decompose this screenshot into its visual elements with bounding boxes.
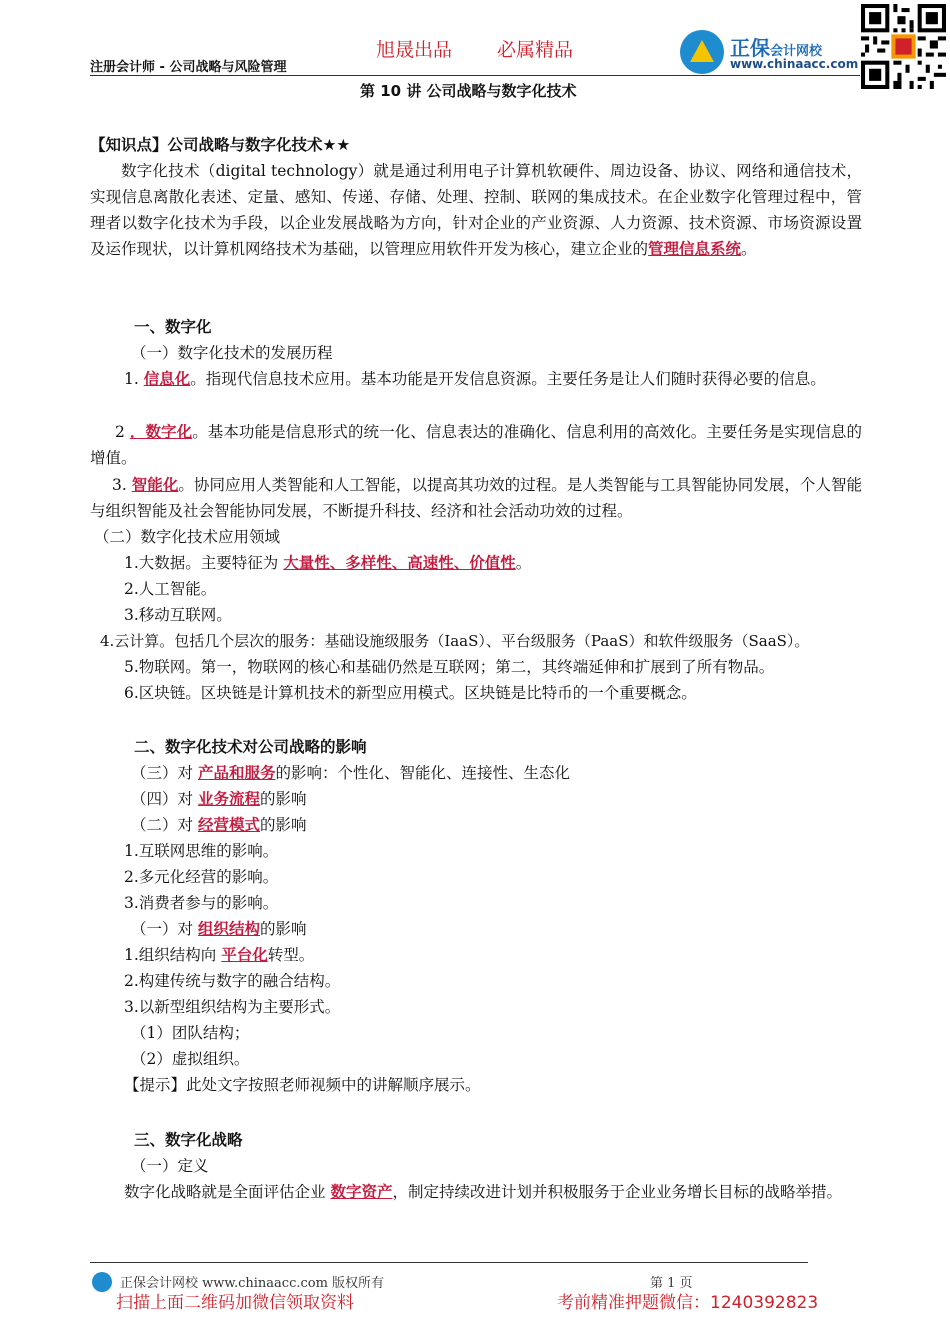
footer-promo-left: 扫描上面二维码加微信领取资料 xyxy=(116,1293,354,1313)
footer-divider xyxy=(90,1262,808,1263)
intro-paragraph: 数字化技术（digital technology）就是通过利用电子计算机软硬件、周边设备、协议、网络和通信技术，实现信息离散化表述、定量、感知、传递、存储、处理、控制、联网的集成技术。在企业数字化管理过程中，管理者以数字化技术为手段，以企业发展战略为方向，针对企业的产业资源、人力资源、技术资源、市场资源设置及运作现状，以计算机网络技术为基础，以管理应用软件开发为核心，建立企业的管理信息系统。 xyxy=(90,162,862,258)
s2-model-3: 3.消费者参与的影响。 xyxy=(124,894,279,912)
s3-subheading-1: （一）定义 xyxy=(131,1157,209,1175)
section-3-title: 三、数字化战略 xyxy=(134,1131,243,1149)
s2-structure-2: 2.构建传统与数字的融合结构。 xyxy=(124,972,341,990)
footer-logo-icon xyxy=(92,1272,112,1292)
s2-model-1: 1.互联网思维的影响。 xyxy=(124,842,279,860)
s1-subheading-2: （二）数字化技术应用领域 xyxy=(94,528,281,546)
s1-item-1: 1. 信息化。指现代信息技术应用。基本功能是开发信息资源。主要任务是让人们随时获得必要的信息。 xyxy=(124,369,826,388)
s2-structure-3: 3.以新型组织结构为主要形式。 xyxy=(124,998,341,1016)
chinaacc-logo[interactable] xyxy=(680,30,858,74)
s1-subheading-1: （一）数字化技术的发展历程 xyxy=(131,344,333,362)
keyword-mis: 管理信息系统 xyxy=(648,239,742,258)
s3-definition: 数字化战略就是全面评估企业 数字资产，制定持续改进计划并积极服务于企业业务增长目标的战略举措。 xyxy=(124,1182,842,1201)
header-divider xyxy=(90,75,860,76)
s1-area-6: 6.区块链。区块链是计算机技术的新型应用模式。区块链是比特币的一个重要概念。 xyxy=(124,684,697,702)
slogan-right: 必属精品 xyxy=(497,39,574,61)
s2-tip: 【提示】此处文字按照老师视频中的讲解顺序展示。 xyxy=(124,1076,481,1094)
course-name: 注册会计师 - 公司战略与风险管理 xyxy=(90,60,287,75)
s2-point-structure: （一）对 组织结构的影响 xyxy=(131,919,307,938)
s1-area-4: 4.云计算。包括几个层次的服务：基础设施级服务（IaaS）、平台级服务（PaaS）和软件级服务（SaaS）。 xyxy=(100,632,810,650)
footer-page-number: 第 1 页 xyxy=(650,1276,693,1291)
slogan-left: 旭晟出品 xyxy=(376,39,453,61)
s2-model-2: 2.多元化经营的影响。 xyxy=(124,868,279,886)
qr-code-icon xyxy=(861,4,946,89)
logo-brand-sub: 会计网校 xyxy=(770,44,823,59)
logo-emblem-icon xyxy=(680,30,724,74)
lecture-title: 第 10 讲 公司战略与数字化技术 xyxy=(360,82,577,100)
s2-structure-1: 1.组织结构向 平台化转型。 xyxy=(124,945,315,964)
s2-point-model: （二）对 经营模式的影响 xyxy=(131,815,307,834)
s1-area-3: 3.移动互联网。 xyxy=(124,606,232,624)
s1-area-1: 1.大数据。主要特征为 大量性、多样性、高速性、价值性。 xyxy=(124,553,532,572)
logo-url: www.chinaacc.com xyxy=(730,57,859,71)
section-1-title: 一、数字化 xyxy=(134,318,212,336)
s1-item-2: 2 ．数字化。基本功能是信息形式的统一化、信息表达的准确化、信息利用的高效化。主要任务是实现信息的增值。 xyxy=(90,422,862,467)
s1-item-3: 3. 智能化。协同应用人类智能和人工智能，以提高其功效的过程。是人类智能与工具智能协同发展，个人智能与组织智能及社会智能协同发展，不断提升科技、经济和社会活动功效的过程。 xyxy=(90,475,862,520)
s1-area-2: 2.人工智能。 xyxy=(124,580,217,598)
s2-structure-3b: （2）虚拟组织。 xyxy=(131,1050,250,1068)
s1-area-5: 5.物联网。第一，物联网的核心和基础仍然是互联网；第二，其终端延伸和扩展到了所有物品。 xyxy=(124,658,775,676)
section-2-title: 二、数字化技术对公司战略的影响 xyxy=(134,738,367,756)
s2-structure-3a: （1）团队结构； xyxy=(131,1024,250,1042)
logo-brand: 正保 xyxy=(730,36,770,60)
s2-point-products: （三）对 产品和服务的影响：个性化、智能化、连接性、生态化 xyxy=(131,763,570,782)
footer-promo-right: 考前精准押题微信：1240392823 xyxy=(557,1293,819,1313)
knowledge-point-title: 【知识点】公司战略与数字化技术★★ xyxy=(90,136,351,154)
footer-copyright: 正保会计网校 www.chinaacc.com 版权所有 xyxy=(120,1276,385,1291)
s2-point-process: （四）对 业务流程的影响 xyxy=(131,789,307,808)
